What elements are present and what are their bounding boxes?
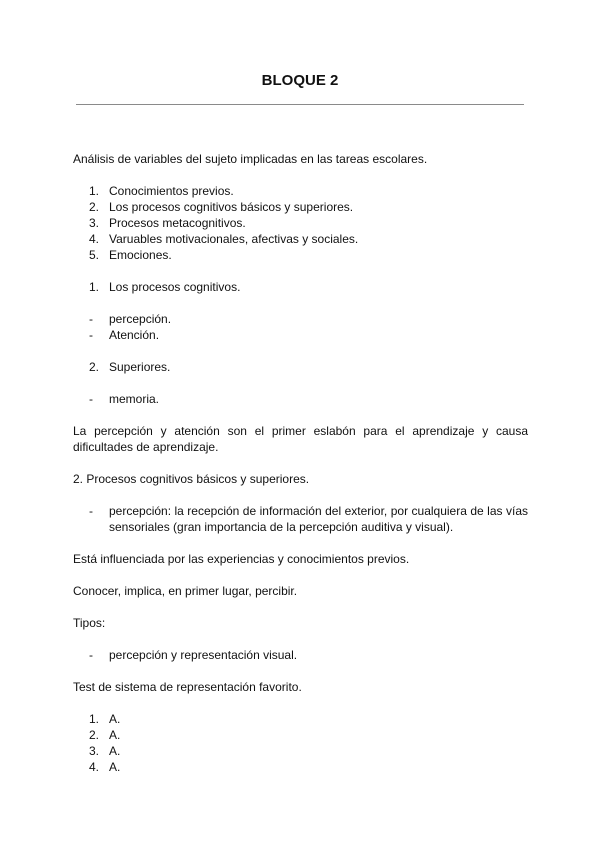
title-divider <box>76 104 524 105</box>
list-item <box>73 711 528 727</box>
list-number: 2. <box>89 360 100 374</box>
list-item-text: Los procesos cognitivos. <box>109 280 241 294</box>
document-body <box>73 151 528 775</box>
list-number: 1. <box>89 712 100 726</box>
dash-item <box>73 503 528 535</box>
list-number: 1. <box>89 184 100 198</box>
list-item <box>73 215 528 231</box>
intro-paragraph: Análisis de variables del sujeto implicadas en las tareas escolares. <box>73 152 428 166</box>
list-item-text: Los procesos cognitivos básicos y superiores. <box>109 200 354 214</box>
list-item-text: Procesos metacognitivos. <box>109 216 246 230</box>
influence-paragraph: Está influenciada por las experiencias y conocimientos previos. <box>73 552 410 566</box>
list-item-text: Superiores. <box>109 360 171 374</box>
list-number: 4. <box>89 760 100 774</box>
list-item <box>73 231 528 247</box>
list-item-text: A. <box>109 744 121 758</box>
dash-item-text: Atención. <box>109 328 160 342</box>
test-paragraph: Test de sistema de representación favorito. <box>73 680 302 694</box>
list-item <box>73 247 528 263</box>
dash-item-text: percepción y representación visual. <box>109 648 298 662</box>
perception-paragraph: La percepción y atención son el primer eslabón para el aprendizaje y causa dificultades de aprendizaje. <box>73 424 528 454</box>
list-item <box>73 743 528 759</box>
list-number: 3. <box>89 744 100 758</box>
list-item-text: A. <box>109 728 121 742</box>
list-item-text: Varuables motivacionales, afectivas y sociales. <box>109 232 359 246</box>
list-item-text: Emociones. <box>109 248 172 262</box>
dash-item-text: percepción. <box>109 312 172 326</box>
list-number: 5. <box>89 248 100 262</box>
list-number: 1. <box>89 280 100 294</box>
list-number: 4. <box>89 232 100 246</box>
dash-marker: - <box>89 312 93 326</box>
dash-item-text: memoria. <box>109 392 160 406</box>
subsection-basic <box>73 279 528 295</box>
variables-list <box>73 183 528 263</box>
dash-item-text: percepción: la recepción de información del exterior, por cualquiera de las vías sensoriales (gran importancia de la percepción auditiva y visual). <box>109 504 528 534</box>
list-item-text: Conocimientos previos. <box>109 184 234 198</box>
types-label: Tipos: <box>73 616 106 630</box>
subsection-superior <box>73 359 528 375</box>
dash-marker: - <box>89 328 93 342</box>
list-number: 3. <box>89 216 100 230</box>
list-item <box>73 727 528 743</box>
list-item <box>73 199 528 215</box>
list-item <box>73 183 528 199</box>
test-list <box>73 711 528 775</box>
dash-item <box>73 647 528 663</box>
list-item-text: A. <box>109 760 121 774</box>
dash-marker: - <box>89 648 93 662</box>
list-number: 2. <box>89 728 100 742</box>
section-heading: 2. Procesos cognitivos básicos y superiores. <box>73 472 310 486</box>
list-number: 2. <box>89 200 100 214</box>
page-title: BLOQUE 2 <box>261 72 339 89</box>
knowing-paragraph: Conocer, implica, en primer lugar, percibir. <box>73 584 298 598</box>
dash-item <box>73 327 528 343</box>
dash-item <box>73 311 528 327</box>
dash-marker: - <box>89 504 93 518</box>
list-item <box>73 759 528 775</box>
dash-marker: - <box>89 392 93 406</box>
list-item-text: A. <box>109 712 121 726</box>
dash-item <box>73 391 528 407</box>
